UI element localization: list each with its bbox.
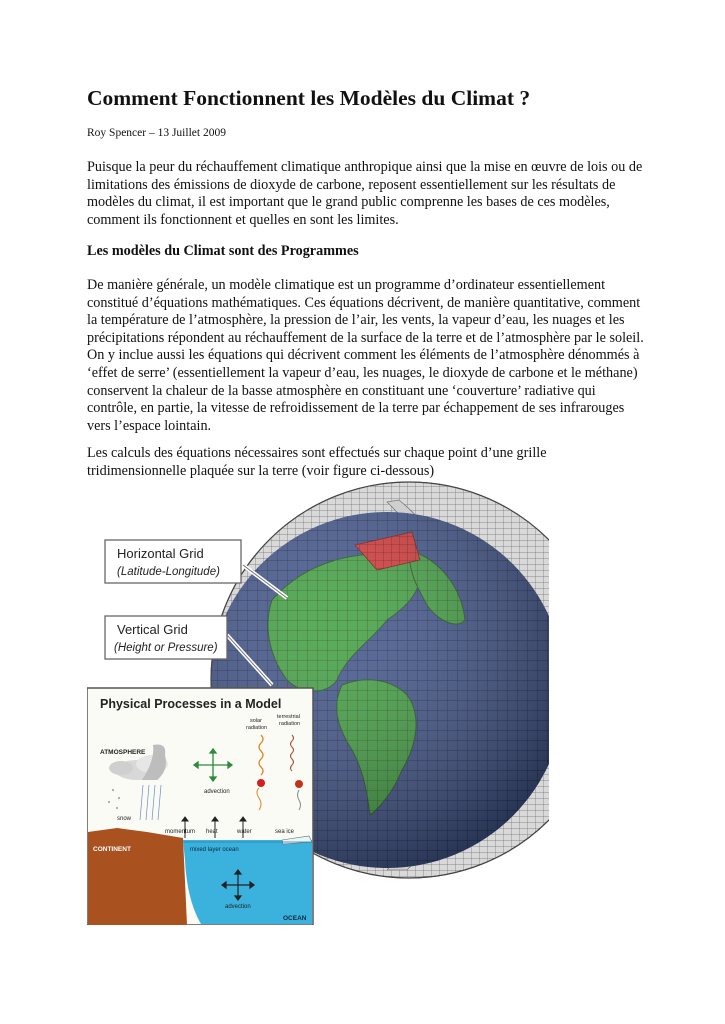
intro-paragraph: Puisque la peur du réchauffement climatique anthropique ainsi que la mise en œuvre de lois ou de limitations des émissions de dioxyde de carbone, reposent essentiellement sur les résultats de modèles du climat, il est important que le grand public comprenne les bases de ces modèles, comment ils fonctionnent et quelles en sont les limites. [87,159,643,228]
document-title: Comment Fonctionnent les Modèles du Climat ? [87,86,531,110]
heat-label: heat [206,829,218,835]
figure-intro-paragraph: Les calculs des équations nécessaires sont effectués sur chaque point d’une grille tridimensionnelle plaquée sur la terre (voir figure ci-dessous) [87,445,547,479]
terrestrial-radiation-label-2: radiation [279,721,301,727]
advection-bottom-label: advection [225,904,251,910]
physical-processes-panel [87,688,313,925]
section-heading: Les modèles du Climat sont des Programmes [87,243,359,259]
horizontal-grid-callout [105,540,241,583]
water-label: water [237,829,252,835]
atmosphere-label: ATMOSPHERE [100,749,146,756]
climate-model-figure [87,480,549,925]
body-paragraph: De manière générale, un modèle climatique est un programme d’ordinateur essentiellement constitué d’équations mathématiques. Ces équations décrivent, de manière quantitative, comment la température de l’atmosphère, la pression de l’air, les vents, la vapeur d’eau, les nuages et les précipitations répondent au réchauffement de la surface de la terre et de l’atmosphère par le soleil. On y inclue aussi les équations qui décrivent comment les éléments de l’atmosphère dénommés à ‘effet de serre’ (essentiellement la vapeur d’eau, les nuages, le dioxyde de carbone et le méthane) conservent la chaleur de la basse atmosphère en constituant une ‘couverture’ radiative qui contrôle, en partie, la vitesse de refroidissement de la terre par échappement de ses infrarouges vers l’espace lointain. [87,277,644,434]
terrestrial-radiation-label-1: terrestrial [277,714,300,720]
terrestrial-dot-icon [295,780,303,788]
author-date: Roy Spencer – 13 Juillet 2009 [87,127,226,139]
solar-radiation-label-2: radiation [246,725,268,731]
sea-ice-label: sea ice [275,829,295,835]
continent-area [88,828,187,925]
vertical-grid-callout [105,616,227,659]
physical-processes-title: Physical Processes in a Model [100,697,282,711]
sun-dot-icon [257,779,265,787]
continent-label: CONTINENT [93,846,131,853]
mixed-layer-label: mixed layer ocean [190,847,239,853]
snow-label: snow [117,816,132,822]
momentum-label: momentum [165,829,196,835]
vertical-grid-label: Vertical Grid [117,622,188,637]
horizontal-grid-sublabel: (Latitude-Longitude) [117,566,220,578]
horizontal-grid-label: Horizontal Grid [117,546,204,561]
advection-top-label: advection [204,789,230,795]
vertical-grid-sublabel: (Height or Pressure) [114,642,218,654]
ocean-label: OCEAN [283,915,307,922]
solar-radiation-label-1: solar [250,718,262,724]
